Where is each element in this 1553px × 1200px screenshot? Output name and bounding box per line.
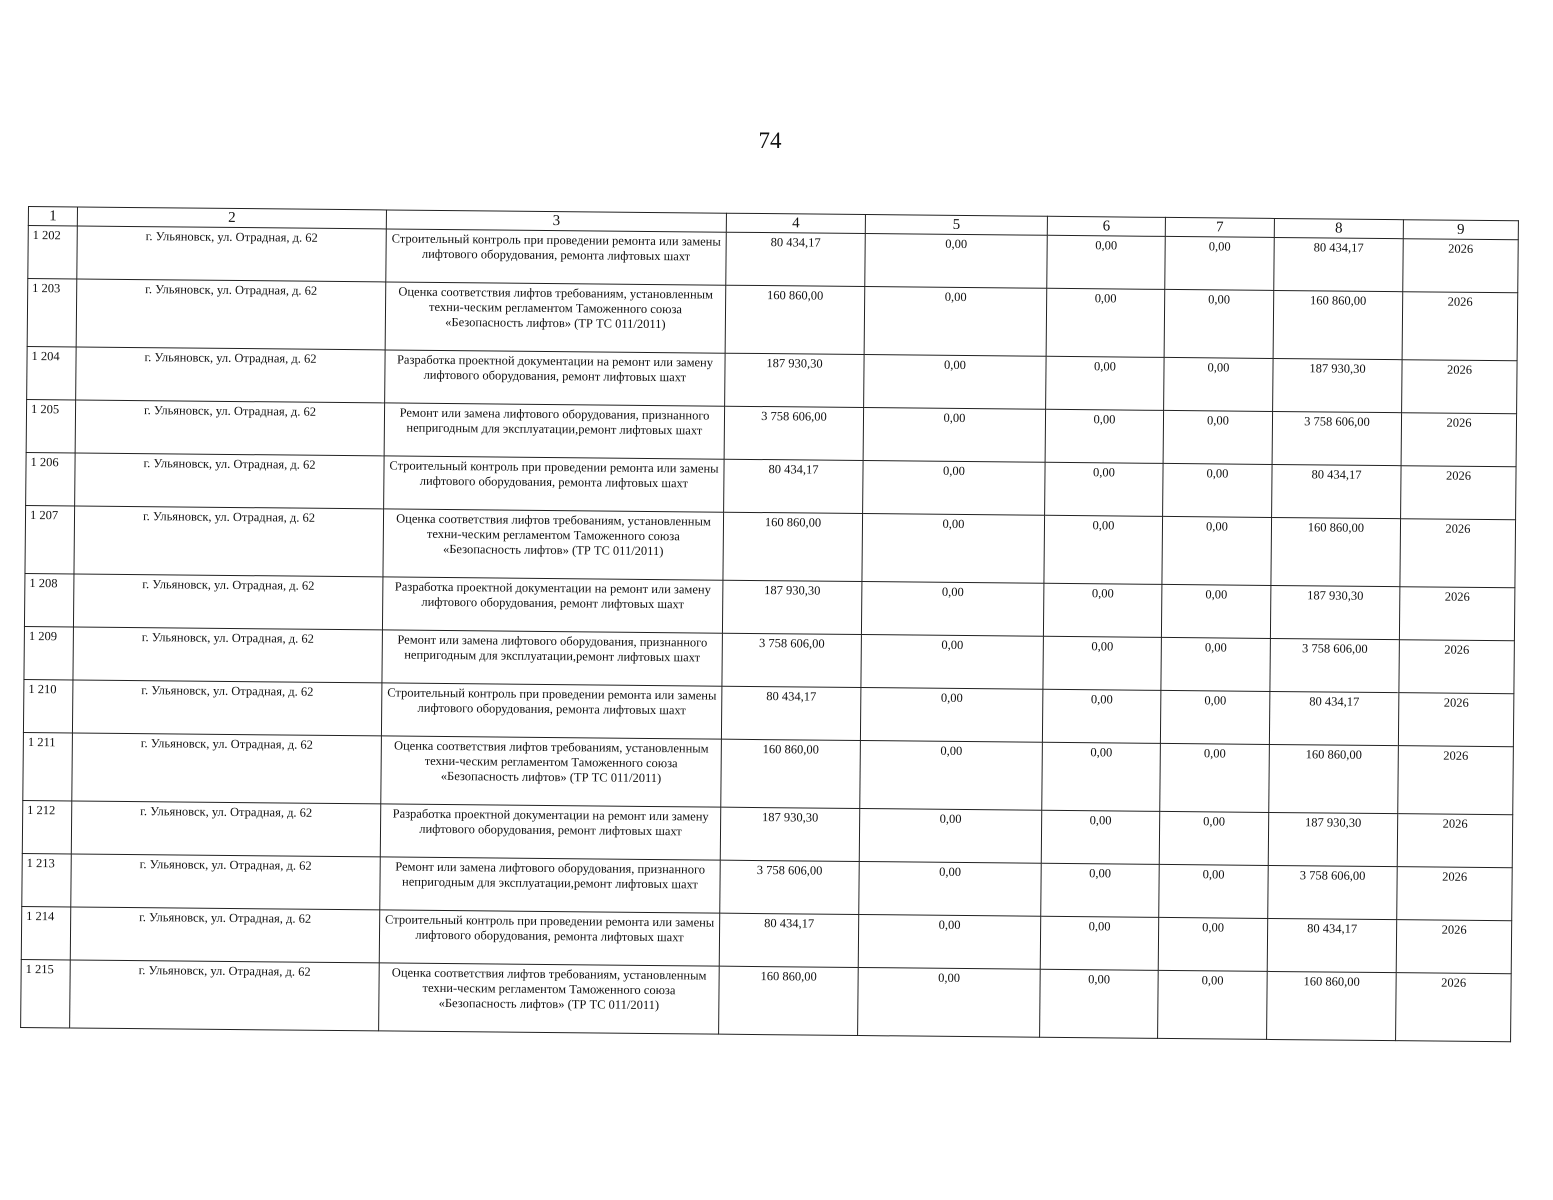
col5-cell: 0,00 (863, 408, 1046, 463)
col8-cell: 3 758 606,00 (1268, 865, 1398, 919)
address-cell: г. Ульяновск, ул. Отрадная, д. 62 (71, 854, 380, 910)
year-cell: 2026 (1398, 693, 1514, 747)
year-cell: 2026 (1399, 587, 1515, 641)
address-cell: г. Ульяновск, ул. Отрадная, д. 62 (72, 680, 381, 736)
row-number-cell: 1 214 (21, 906, 71, 959)
col5-cell: 0,00 (860, 688, 1043, 743)
col8-cell: 160 860,00 (1271, 517, 1401, 586)
work-type-cell: Оценка соответствия лифтов требованиям, установленным техни-ческим регламентом Таможенного союза «Безопасность лифтов» (ТР ТС 011/2011) (383, 509, 724, 580)
col5-cell: 0,00 (865, 234, 1048, 289)
column-number: 6 (1047, 216, 1165, 236)
col5-cell: 0,00 (861, 582, 1044, 637)
col7-cell: 0,00 (1163, 463, 1273, 517)
address-cell: г. Ульяновск, ул. Отрадная, д. 62 (74, 506, 384, 577)
year-cell: 2026 (1401, 413, 1517, 467)
col8-cell: 160 860,00 (1273, 290, 1403, 359)
col7-cell: 0,00 (1165, 236, 1275, 290)
col4-cell: 160 860,00 (723, 512, 863, 581)
address-cell: г. Ульяновск, ул. Отрадная, д. 62 (70, 960, 380, 1031)
col8-cell: 187 930,30 (1268, 812, 1398, 866)
col4-cell: 187 930,30 (725, 353, 865, 407)
address-cell: г. Ульяновск, ул. Отрадная, д. 62 (75, 453, 384, 509)
year-cell: 2026 (1402, 360, 1518, 414)
col8-cell: 3 758 606,00 (1272, 411, 1402, 465)
column-number: 4 (726, 213, 865, 233)
address-cell: г. Ульяновск, ул. Отрадная, д. 62 (71, 801, 380, 857)
address-cell: г. Ульяновск, ул. Отрадная, д. 62 (76, 347, 385, 403)
col5-cell: 0,00 (858, 915, 1041, 970)
year-cell: 2026 (1396, 920, 1512, 974)
row-number-cell: 1 215 (21, 959, 71, 1027)
row-number-cell: 1 207 (25, 505, 75, 573)
col8-cell: 160 860,00 (1269, 744, 1399, 813)
col4-cell: 80 434,17 (724, 459, 864, 513)
work-type-cell: Разработка проектной документации на ремонт или замену лифтового оборудования, ремонт лифтовых шахт (385, 350, 725, 406)
row-number-cell: 1 203 (27, 279, 77, 347)
col5-cell: 0,00 (862, 514, 1045, 584)
register-table (20, 206, 1519, 1042)
col4-cell: 3 758 606,00 (722, 633, 862, 687)
col6-cell: 0,00 (1043, 583, 1162, 637)
col7-cell: 0,00 (1160, 690, 1270, 744)
col7-cell: 0,00 (1161, 584, 1271, 638)
work-type-cell: Разработка проектной документации на ремонт или замену лифтового оборудования, ремонт лифтовых шахт (382, 577, 722, 633)
work-type-cell: Ремонт или замена лифтового оборудования, признанного непригодным для эксплуатации,ремонт лифтовых шахт (384, 403, 724, 459)
col8-cell: 187 930,30 (1273, 358, 1403, 412)
row-number-cell: 1 211 (23, 732, 73, 800)
row-number-cell: 1 208 (24, 573, 74, 626)
address-cell: г. Ульяновск, ул. Отрадная, д. 62 (73, 574, 382, 630)
column-number: 3 (386, 210, 726, 232)
address-cell: г. Ульяновск, ул. Отрадная, д. 62 (73, 627, 382, 683)
work-type-cell: Строительный контроль при проведении ремонта или замены лифтового оборудования, ремонта лифтовых шахт (386, 229, 726, 285)
col4-cell: 80 434,17 (719, 913, 859, 967)
address-cell: г. Ульяновск, ул. Отрадная, д. 62 (75, 400, 384, 456)
address-cell: г. Ульяновск, ул. Отрадная, д. 62 (70, 907, 379, 963)
col5-cell: 0,00 (864, 355, 1047, 410)
col8-cell: 80 434,17 (1274, 237, 1404, 291)
col4-cell: 3 758 606,00 (724, 406, 864, 460)
row-number-cell: 1 206 (26, 452, 76, 505)
year-cell: 2026 (1399, 640, 1515, 694)
column-number: 9 (1403, 220, 1518, 240)
work-type-cell: Строительный контроль при проведении ремонта или замены лифтового оборудования, ремонта лифтовых шахт (384, 456, 724, 512)
col7-cell: 0,00 (1160, 743, 1270, 812)
year-cell: 2026 (1398, 746, 1514, 815)
col6-cell: 0,00 (1041, 863, 1160, 917)
col7-cell: 0,00 (1159, 864, 1269, 918)
col8-cell: 160 860,00 (1267, 971, 1397, 1040)
page-number: 74 (758, 128, 782, 153)
col5-cell: 0,00 (859, 809, 1042, 864)
row-number-cell: 1 209 (24, 626, 74, 679)
col6-cell: 0,00 (1047, 235, 1166, 289)
row-number-cell: 1 212 (22, 800, 72, 853)
year-cell: 2026 (1397, 814, 1513, 868)
address-cell: г. Ульяновск, ул. Отрадная, д. 62 (77, 226, 386, 282)
col5-cell: 0,00 (864, 287, 1047, 357)
work-type-cell: Оценка соответствия лифтов требованиям, установленным техни-ческим регламентом Таможенного союза «Безопасность лифтов» (ТР ТС 011/2011) (381, 736, 722, 807)
table-row (21, 959, 1512, 1041)
col7-cell: 0,00 (1161, 637, 1271, 691)
col8-cell: 80 434,17 (1267, 918, 1397, 972)
col5-cell: 0,00 (863, 461, 1046, 516)
col4-cell: 80 434,17 (726, 232, 866, 286)
col6-cell: 0,00 (1046, 356, 1165, 410)
row-number-cell: 1 210 (23, 679, 73, 732)
col8-cell: 3 758 606,00 (1270, 638, 1400, 692)
col6-cell: 0,00 (1045, 409, 1164, 463)
year-cell: 2026 (1400, 519, 1516, 588)
document-sheet (20, 206, 1518, 1042)
col6-cell: 0,00 (1041, 810, 1160, 864)
row-number-cell: 1 205 (26, 399, 76, 452)
col5-cell: 0,00 (860, 741, 1043, 811)
col6-cell: 0,00 (1040, 969, 1159, 1038)
col6-cell: 0,00 (1044, 515, 1163, 584)
year-cell: 2026 (1401, 466, 1517, 520)
year-cell: 2026 (1403, 239, 1519, 293)
col5-cell: 0,00 (861, 635, 1044, 690)
work-type-cell: Оценка соответствия лифтов требованиям, установленным техни-ческим регламентом Таможенного союза «Безопасность лифтов» (ТР ТС 011/2011) (379, 963, 720, 1034)
col4-cell: 187 930,30 (722, 580, 862, 634)
year-cell: 2026 (1396, 973, 1512, 1042)
year-cell: 2026 (1397, 867, 1513, 921)
col7-cell: 0,00 (1162, 516, 1272, 585)
column-number: 2 (77, 207, 386, 229)
col7-cell: 0,00 (1164, 357, 1274, 411)
column-number: 7 (1165, 217, 1274, 237)
col6-cell: 0,00 (1043, 636, 1162, 690)
col5-cell: 0,00 (859, 862, 1042, 917)
col4-cell: 80 434,17 (721, 686, 861, 740)
col8-cell: 80 434,17 (1269, 691, 1399, 745)
col5-cell: 0,00 (858, 968, 1041, 1038)
column-number: 5 (865, 215, 1047, 236)
work-type-cell: Строительный контроль при проведении ремонта или замены лифтового оборудования, ремонта лифтовых шахт (381, 683, 721, 739)
col7-cell: 0,00 (1158, 970, 1268, 1039)
col6-cell: 0,00 (1046, 288, 1165, 357)
col4-cell: 187 930,30 (720, 807, 860, 861)
address-cell: г. Ульяновск, ул. Отрадная, д. 62 (72, 733, 382, 804)
col8-cell: 80 434,17 (1272, 464, 1402, 518)
col6-cell: 0,00 (1040, 916, 1159, 970)
column-number: 1 (28, 207, 77, 226)
col8-cell: 187 930,30 (1270, 585, 1400, 639)
col6-cell: 0,00 (1042, 742, 1161, 811)
row-number-cell: 1 202 (28, 226, 78, 279)
work-type-cell: Разработка проектной документации на ремонт или замену лифтового оборудования, ремонт лифтовых шахт (380, 804, 720, 860)
column-number: 8 (1274, 218, 1403, 238)
col4-cell: 3 758 606,00 (720, 860, 860, 914)
work-type-cell: Ремонт или замена лифтового оборудования, признанного непригодным для эксплуатации,ремонт лифтовых шахт (382, 630, 722, 686)
col7-cell: 0,00 (1159, 811, 1269, 865)
col7-cell: 0,00 (1164, 289, 1274, 358)
col6-cell: 0,00 (1042, 689, 1161, 743)
col7-cell: 0,00 (1158, 917, 1268, 971)
year-cell: 2026 (1402, 292, 1518, 361)
row-number-cell: 1 204 (27, 346, 77, 399)
work-type-cell: Ремонт или замена лифтового оборудования, признанного непригодным для эксплуатации,ремонт лифтовых шахт (380, 857, 720, 913)
col6-cell: 0,00 (1045, 462, 1164, 516)
col4-cell: 160 860,00 (725, 285, 865, 354)
col4-cell: 160 860,00 (719, 966, 859, 1035)
work-type-cell: Строительный контроль при проведении ремонта или замены лифтового оборудования, ремонта лифтовых шахт (379, 910, 719, 966)
col4-cell: 160 860,00 (721, 739, 861, 808)
row-number-cell: 1 213 (22, 853, 72, 906)
work-type-cell: Оценка соответствия лифтов требованиям, установленным техни-ческим регламентом Таможенного союза «Безопасность лифтов» (ТР ТС 011/2011) (385, 282, 726, 353)
address-cell: г. Ульяновск, ул. Отрадная, д. 62 (76, 279, 386, 350)
col7-cell: 0,00 (1163, 410, 1273, 464)
